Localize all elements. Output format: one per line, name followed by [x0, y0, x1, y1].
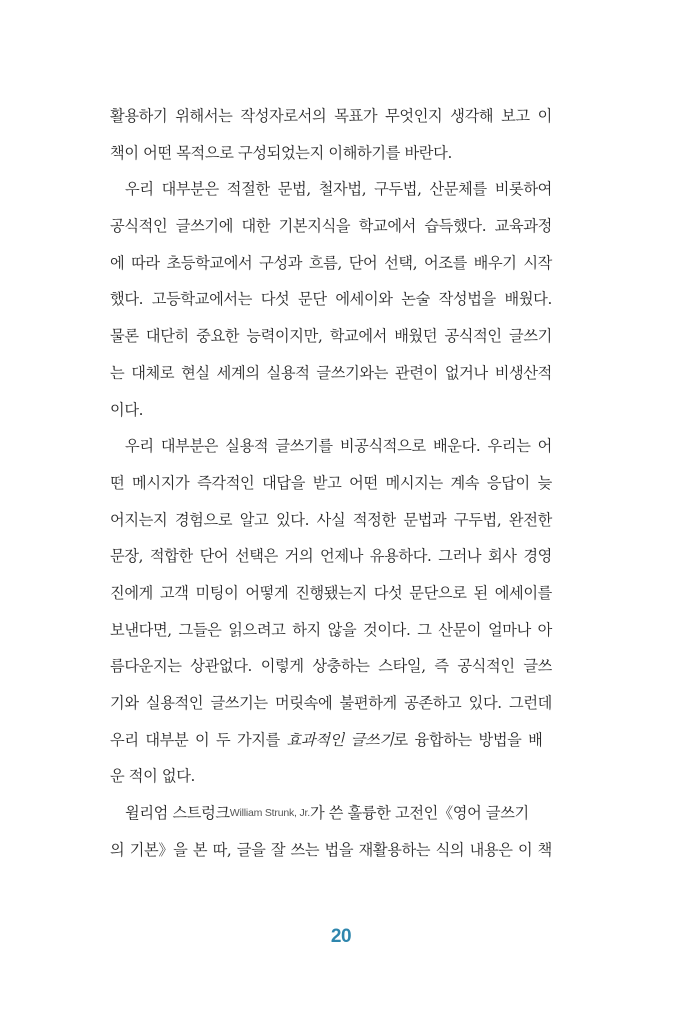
text-line-citation: 윌리엄 스트렁크 William Strunk, Jr. 가 쓴 훌륭한 고전인《영어 글쓰기	[110, 795, 552, 832]
text-line: 의 기본》을 본 따, 글을 잘 쓰는 법을 재활용하는 식의 내용은 이 책	[110, 840, 552, 859]
text-line: 운 적이 없다.	[110, 767, 196, 786]
text-line: 어지는지 경험으로 알고 있다. 사실 적정한 문법과 구두법, 완전한	[110, 510, 552, 529]
text-line: 문장, 적합한 단어 선택은 거의 언제나 유용하다. 그러나 회사 경영	[110, 547, 552, 566]
text-line-emphasis: 우리 대부분 이 두 가지를 효과적인 글쓰기 로 융합하는 방법을 배	[110, 722, 552, 759]
text-line: 책이 어떤 목적으로 구성되었는지 이해하기를 바란다.	[110, 143, 452, 162]
page-number: 20	[330, 926, 352, 947]
text-line: 우리 대부분은 실용적 글쓰기를 비공식적으로 배운다. 우리는 어	[125, 437, 552, 456]
text-line: 보낸다면, 그들은 읽으려고 하지 않을 것이다. 그 산문이 얼마나 아	[110, 620, 552, 639]
text-line: 물론 대단히 중요한 능력이지만, 학교에서 배웠던 공식적인 글쓰기	[110, 327, 552, 346]
text-line: 했다. 고등학교에서는 다섯 문단 에세이와 논술 작성법을 배웠다.	[110, 290, 552, 309]
text-line: 기와 실용적인 글쓰기는 머릿속에 불편하게 공존하고 있다. 그런데	[110, 694, 552, 712]
emphasized-phrase: 효과적인 글쓰기	[286, 730, 394, 749]
body-text	[110, 98, 552, 868]
text-line: 는 대체로 현실 세계의 실용적 글쓰기와는 관련이 없거나 비생산적	[110, 363, 552, 382]
text-line: 공식적인 글쓰기에 대한 기본지식을 학교에서 습득했다. 교육과정	[110, 217, 552, 236]
text-line: 름다운지는 상관없다. 이렇게 상충하는 스타일, 즉 공식적인 글쓰	[110, 657, 552, 676]
text-line: 떤 메시지가 즉각적인 대답을 받고 어떤 메시지는 계속 응답이 늦	[110, 473, 552, 492]
text-line: 이다.	[110, 400, 144, 419]
text-line: 에 따라 초등학교에서 구성과 흐름, 단어 선택, 어조를 배우기 시작	[110, 253, 552, 272]
text-line: 우리 대부분은 적절한 문법, 철자법, 구두법, 산문체를 비롯하여	[125, 180, 552, 199]
text-line: 진에게 고객 미팅이 어떻게 진행됐는지 다섯 문단으로 된 에세이를	[110, 583, 552, 602]
text-line: 활용하기 위해서는 작성자로서의 목표가 무엇인지 생각해 보고 이	[110, 107, 552, 125]
original-name-annotation: William Strunk, Jr.	[229, 807, 310, 820]
